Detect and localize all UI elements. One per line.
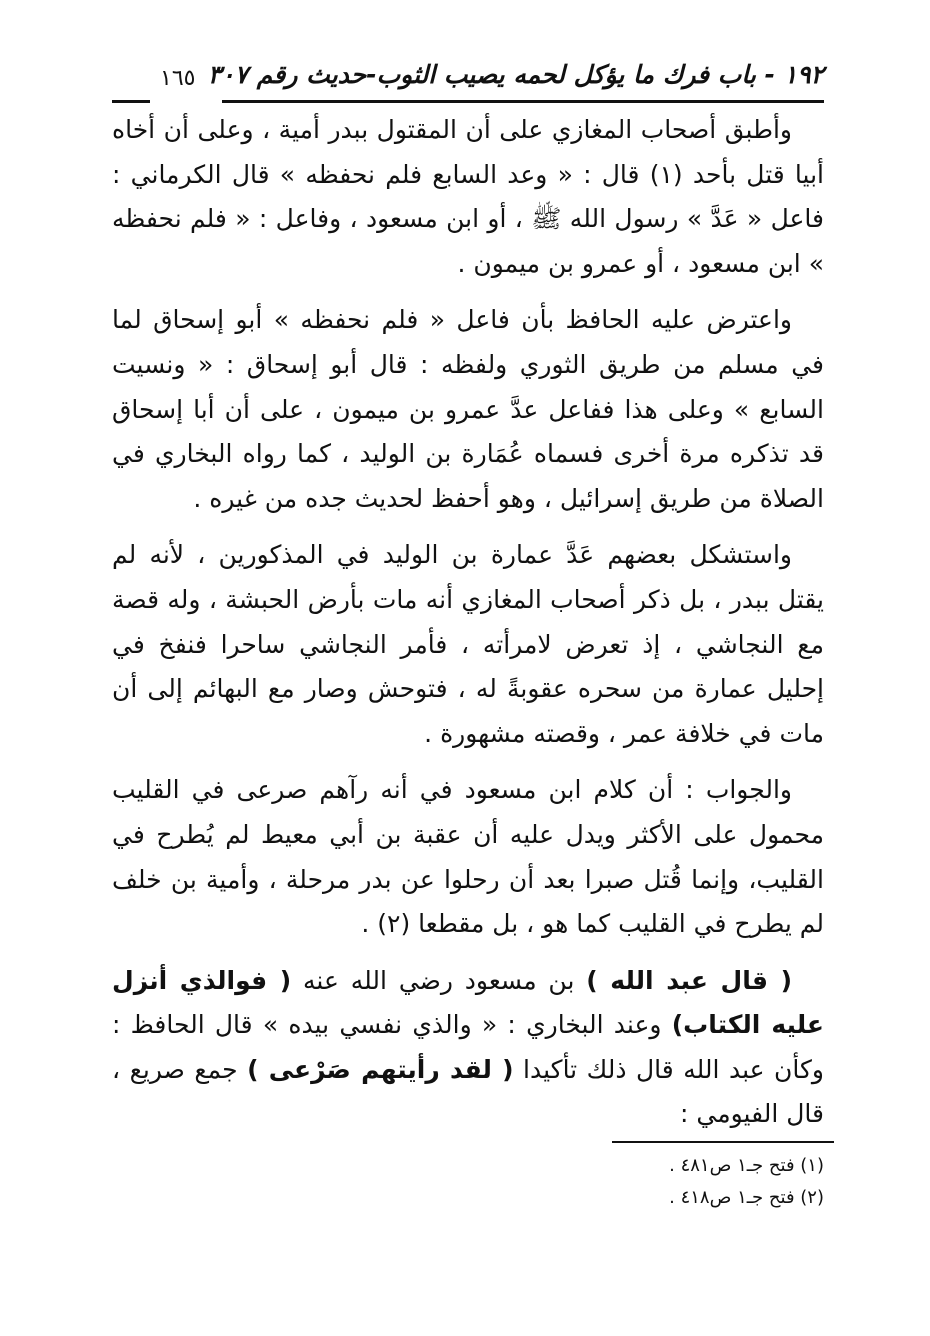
quoted-phrase: ( فوالذي أنزل عليه الكتاب) bbox=[112, 965, 824, 1040]
page-header bbox=[112, 60, 824, 100]
paragraph bbox=[112, 959, 824, 1137]
paragraph: واستشكل بعضهم عَدَّ عمارة بن الوليد في المذكورين ، لأنه لم يقتل ببدر ، بل ذكر أصحاب المغازي أنه مات بأرض الحبشة ، وله قصة مع النجاشي ، إذ تعرض لامرأته ، فأمر النجاشي ساحرا فنفخ في إحليل عمارة من سحره عقوبةً له ، فتوحش وصار مع البهائم إلى أن مات في خلافة عمر ، وقصته مشهورة . bbox=[112, 540, 824, 748]
paragraph-text: جمع صريع ، قال الفيومي : bbox=[112, 1054, 824, 1129]
paragraph: وأطبق أصحاب المغازي على أن المقتول ببدر أمية ، وعلى أن أخاه أبيا قتل بأحد (١) قال : « وعد السابع فلم نحفظه » قال الكرماني : فاعل « عَدَّ » رسول الله ﷺ ، أو ابن مسعود ، وفاعل : « فلم نحفظه » ابن مسعود ، أو عمرو بن ميمون . bbox=[112, 115, 824, 278]
footnote: (١) فتح جـ١ ص٤٨١ . bbox=[669, 1155, 824, 1176]
footnotes bbox=[500, 1150, 824, 1214]
paragraph-text: بن مسعود رضي الله عنه bbox=[291, 965, 587, 995]
quoted-phrase: ( قال عبد الله ) bbox=[586, 965, 792, 995]
page-number: ١٦٥ bbox=[160, 66, 196, 91]
header-rule bbox=[222, 100, 824, 103]
footnote: (٢) فتح جـ١ ص٤١٨ . bbox=[669, 1187, 824, 1208]
main-text bbox=[112, 108, 824, 1147]
paragraph: والجواب : أن كلام ابن مسعود في أنه رآهم صرعى في القليب محمول على الأكثر ويدل عليه أن عقبة بن أبي معيط لم يُطرح في القليب، وإنما قُتل صبرا بعد أن رحلوا عن بدر مرحلة ، وأمية بن خلف لم يطرح في القليب كما هو ، بل مقطعا (٢) . bbox=[112, 775, 824, 939]
running-title: ١٩٢ - باب فرك ما يؤكل لحمه يصيب الثوب-حديث رقم ٣٠٧ bbox=[207, 60, 824, 89]
footnote-separator bbox=[612, 1141, 834, 1143]
header-rule-short bbox=[112, 100, 150, 103]
paragraph-text: وعند البخاري : « والذي نفسي بيده » قال الحافظ : وكأن عبد الله قال ذلك تأكيدا bbox=[112, 1010, 824, 1084]
paragraph: واعترض عليه الحافظ بأن فاعل « فلم نحفظه » أبو إسحاق لما في مسلم من طريق الثوري ولفظه : قال أبو إسحاق : « ونسيت السابع » وعلى هذا ففاعل عدَّ عمرو بن ميمون ، على أن أبا إسحاق قد تذكره مرة أخرى فسماه عُمَارة بن الوليد ، كما رواه البخاري في الصلاة من طريق إسرائيل ، وهو أحفظ لحديث جده من غيره . bbox=[112, 305, 824, 513]
quoted-phrase: ( لقد رأيتهم صَرْعى ) bbox=[247, 1054, 514, 1084]
